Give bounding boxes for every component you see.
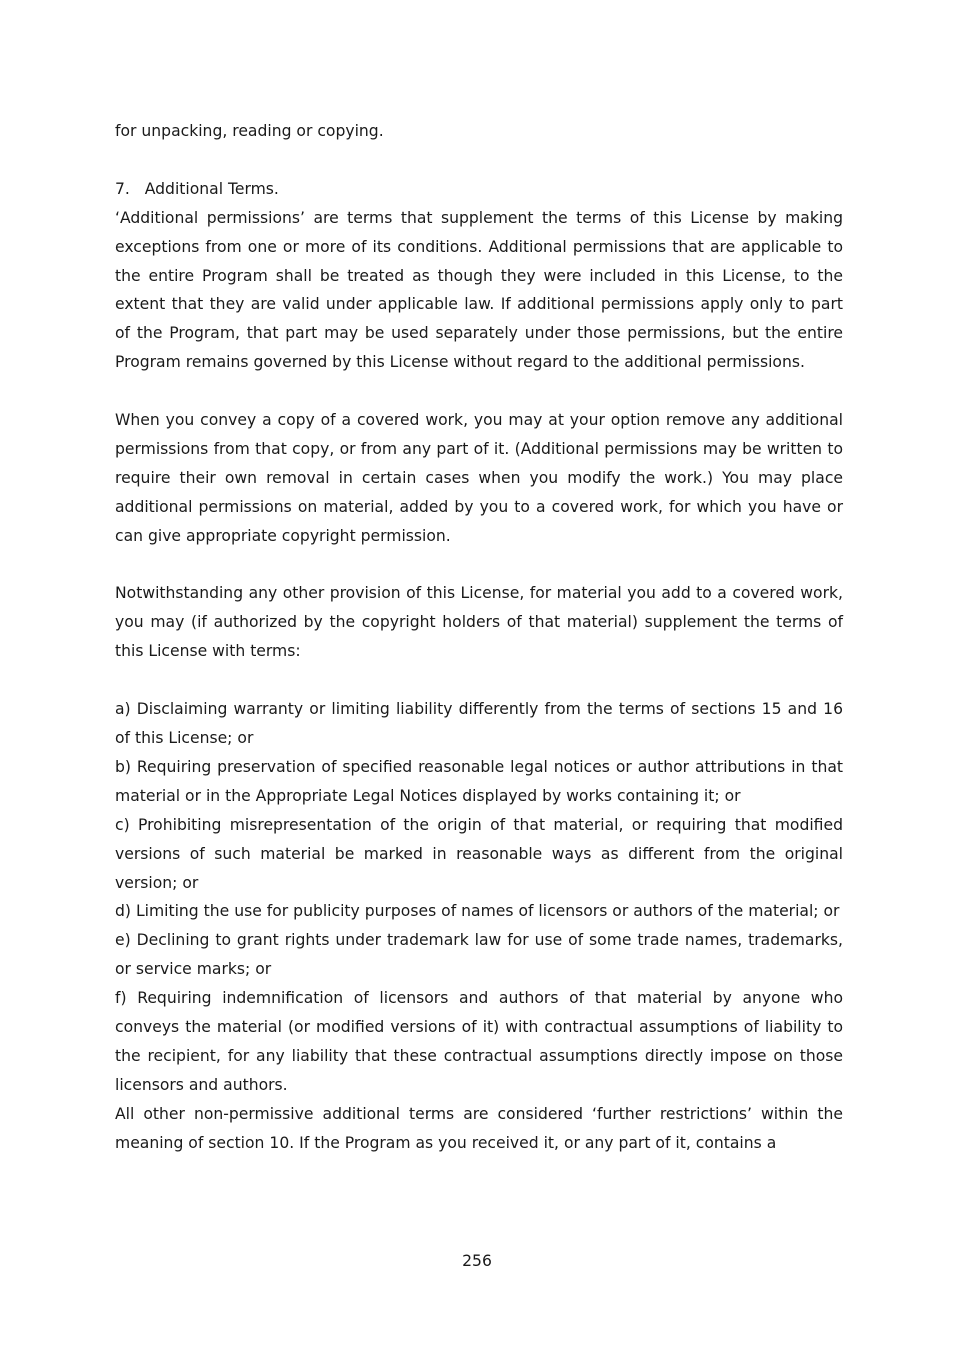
paragraph: When you convey a copy of a covered work, you may at your option remove any additional permissions from that copy, or from any part of it. (Additional permissions may be written to require their own removal in certain cases when you modify the work.) You may place additional permissions on material, added by you to a covered work, for which you have or can give appropriate copyright permission.	[115, 411, 843, 545]
list-item: d) Limiting the use for publicity purposes of names of licensors or authors of the material; or	[115, 902, 840, 921]
paragraph: ‘Additional permissions’ are terms that supplement the terms of this License by making exceptions from one or more of its conditions. Additional permissions that are applicable to the entire Program shall be treated as though they were included in this License, to the extent that they are valid under applicable law. If additional permissions apply only to part of the Program, that part may be used separately under those permissions, but the entire Program remains governed by this License without regard to the additional permissions.	[115, 208, 843, 372]
list-item: a) Disclaiming warranty or limiting liability differently from the terms of sections 15 and 16 of this License; or	[115, 700, 843, 747]
document-body	[115, 117, 843, 1158]
page-number: 256	[462, 1252, 492, 1270]
list-item: c) Prohibiting misrepresentation of the origin of that material, or requiring that modified versions of such material be marked in reasonable ways as different from the original version; or	[115, 815, 843, 892]
paragraph: All other non-permissive additional terms are considered ‘further restrictions’ within the meaning of section 10. If the Program as you received it, or any part of it, contains a	[115, 1104, 843, 1152]
list-item: b) Requiring preservation of specified reasonable legal notices or author attributions in that material or in the Appropriate Legal Notices displayed by works containing it; or	[115, 757, 843, 805]
list-item: e) Declining to grant rights under trademark law for use of some trade names, trademarks, or service marks; or	[115, 931, 843, 979]
section-heading: 7. Additional Terms.	[115, 179, 279, 198]
list-item: f) Requiring indemnification of licensors and authors of that material by anyone who conveys the material (or modified versions of it) with contractual assumptions of liability to the recipient, for any liability that these contractual assumptions directly impose on those licensors and authors.	[115, 989, 843, 1094]
paragraph: Notwithstanding any other provision of this License, for material you add to a covered work, you may (if authorized by the copyright holders of that material) supplement the terms of this License with terms:	[115, 584, 843, 661]
continuation-text: for unpacking, reading or copying.	[115, 122, 384, 140]
